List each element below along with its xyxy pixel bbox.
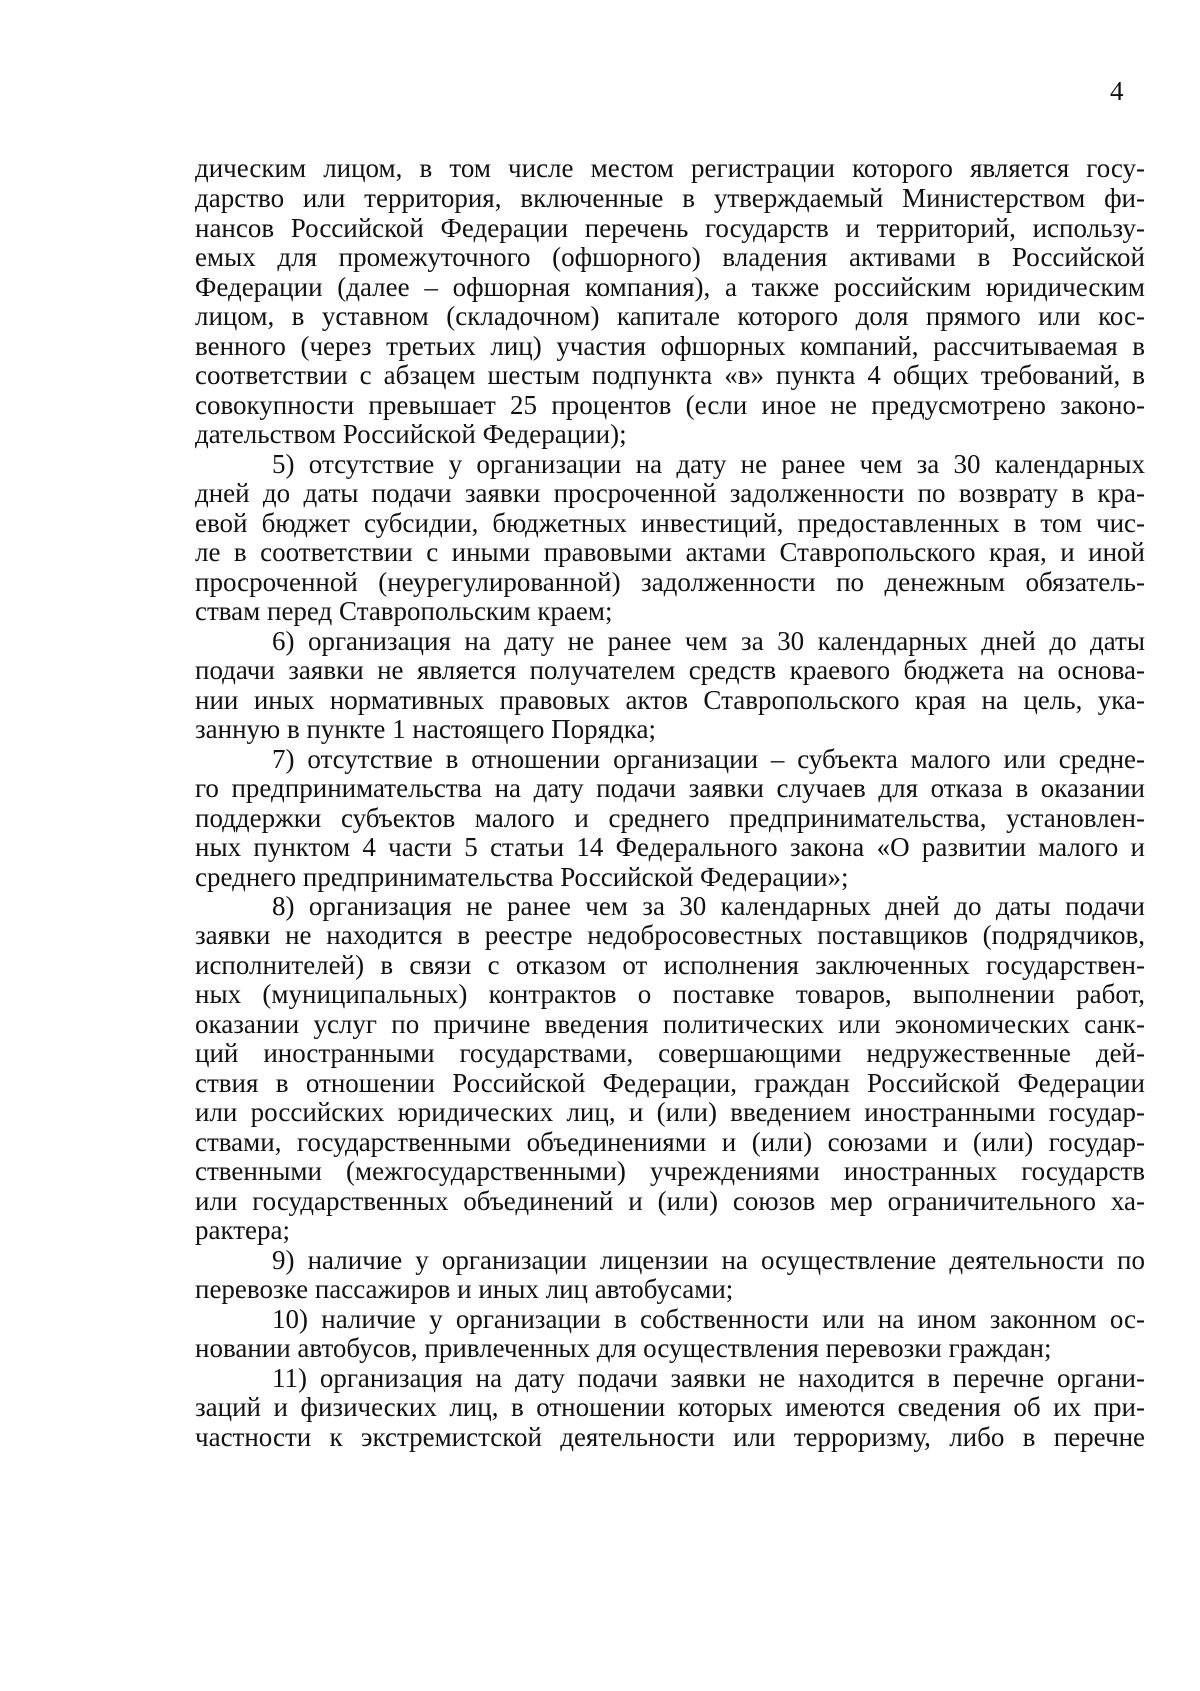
text-line: 9) наличие у организации лицензии на осуществление деятельности по bbox=[272, 1245, 1145, 1275]
text-line: ствами, государственными объединениями и (или) союзами и (или) государ- bbox=[195, 1127, 1145, 1157]
text-line: соответствии с абзацем шестым подпункта «в» пункта 4 общих требований, в bbox=[195, 360, 1145, 390]
text-line: заявки не находится в реестре недобросовестных поставщиков (подрядчиков, bbox=[195, 920, 1145, 950]
text-line: нансов Российской Федерации перечень государств и территорий, использу- bbox=[195, 213, 1145, 243]
text-line: просроченной (неурегулированной) задолженности по денежным обязатель- bbox=[195, 567, 1145, 597]
text-line: 7) отсутствие в отношении организации – субъекта малого или средне- bbox=[272, 744, 1145, 774]
text-line: поддержки субъектов малого и среднего предпринимательства, установлен- bbox=[195, 803, 1145, 833]
text-line: дательством Российской Федерации); bbox=[195, 419, 627, 449]
text-line: 8) организация не ранее чем за 30 календарных дней до даты подачи bbox=[272, 891, 1145, 921]
text-line: оказании услуг по причине введения политических или экономических санк- bbox=[195, 1009, 1145, 1039]
text-line: или российских юридических лиц, и (или) введением иностранными государ- bbox=[195, 1097, 1145, 1127]
text-line: рактера; bbox=[195, 1215, 291, 1245]
text-line: венного (через третьих лиц) участия офшорных компаний, рассчитываемая в bbox=[195, 331, 1145, 361]
text-line: частности к экстремистской деятельности или терроризму, либо в перечне bbox=[195, 1422, 1145, 1452]
text-line: дарство или территория, включенные в утверждаемый Министерством фи- bbox=[195, 183, 1145, 213]
text-line: ций иностранными государствами, совершающими недружественные дей- bbox=[195, 1038, 1145, 1068]
text-line: ствам перед Ставропольским краем; bbox=[195, 596, 613, 626]
text-line: ных пунктом 4 части 5 статьи 14 Федерального закона «О развитии малого и bbox=[195, 832, 1145, 862]
text-line: 11) организация на дату подачи заявки не находится в перечне органи- bbox=[272, 1363, 1145, 1393]
text-line: лицом, в уставном (складочном) капитале которого доля прямого или кос- bbox=[195, 301, 1145, 331]
text-line: 5) отсутствие у организации на дату не ранее чем за 30 календарных bbox=[272, 449, 1145, 479]
page-number: 4 bbox=[1110, 76, 1124, 106]
text-line: дическим лицом, в том числе местом регистрации которого является госу- bbox=[195, 153, 1145, 183]
text-line: евой бюджет субсидии, бюджетных инвестиций, предоставленных в том чис- bbox=[195, 508, 1145, 538]
text-line: занную в пункте 1 настоящего Порядка; bbox=[195, 714, 656, 744]
text-line: ствия в отношении Российской Федерации, граждан Российской Федерации bbox=[195, 1068, 1145, 1098]
text-line: Федерации (далее – офшорная компания), а также российским юридическим bbox=[195, 272, 1145, 302]
text-line: ных (муниципальных) контрактов о поставке товаров, выполнении работ, bbox=[195, 979, 1145, 1009]
text-line: новании автобусов, привлеченных для осуществления перевозки граждан; bbox=[195, 1333, 1052, 1363]
text-line: заций и физических лиц, в отношении которых имеются сведения об их при- bbox=[195, 1392, 1145, 1422]
text-line: совокупности превышает 25 процентов (если иное не предусмотрено законо- bbox=[195, 390, 1145, 420]
text-line: или государственных объединений и (или) союзов мер ограничительного ха- bbox=[195, 1186, 1145, 1216]
text-line: подачи заявки не является получателем средств краевого бюджета на основа- bbox=[195, 655, 1145, 685]
text-line: го предпринимательства на дату подачи заявки случаев для отказа в оказании bbox=[195, 773, 1145, 803]
text-line: исполнителей) в связи с отказом от исполнения заключенных государствен- bbox=[195, 950, 1145, 980]
text-line: ле в соответствии с иными правовыми актами Ставропольского края, и иной bbox=[195, 537, 1145, 567]
text-line: 10) наличие у организации в собственности или на ином законном ос- bbox=[272, 1304, 1145, 1334]
text-line: нии иных нормативных правовых актов Ставропольского края на цель, ука- bbox=[195, 685, 1145, 715]
text-line: 6) организация на дату не ранее чем за 30 календарных дней до даты bbox=[272, 626, 1145, 656]
text-line: емых для промежуточного (офшорного) владения активами в Российской bbox=[195, 242, 1145, 272]
text-line: среднего предпринимательства Российской Федерации»; bbox=[195, 862, 849, 892]
text-line: перевозке пассажиров и иных лиц автобусами; bbox=[195, 1274, 734, 1304]
text-line: дней до даты подачи заявки просроченной задолженности по возврату в кра- bbox=[195, 478, 1145, 508]
text-line: ственными (межгосударственными) учреждениями иностранных государств bbox=[195, 1156, 1145, 1186]
